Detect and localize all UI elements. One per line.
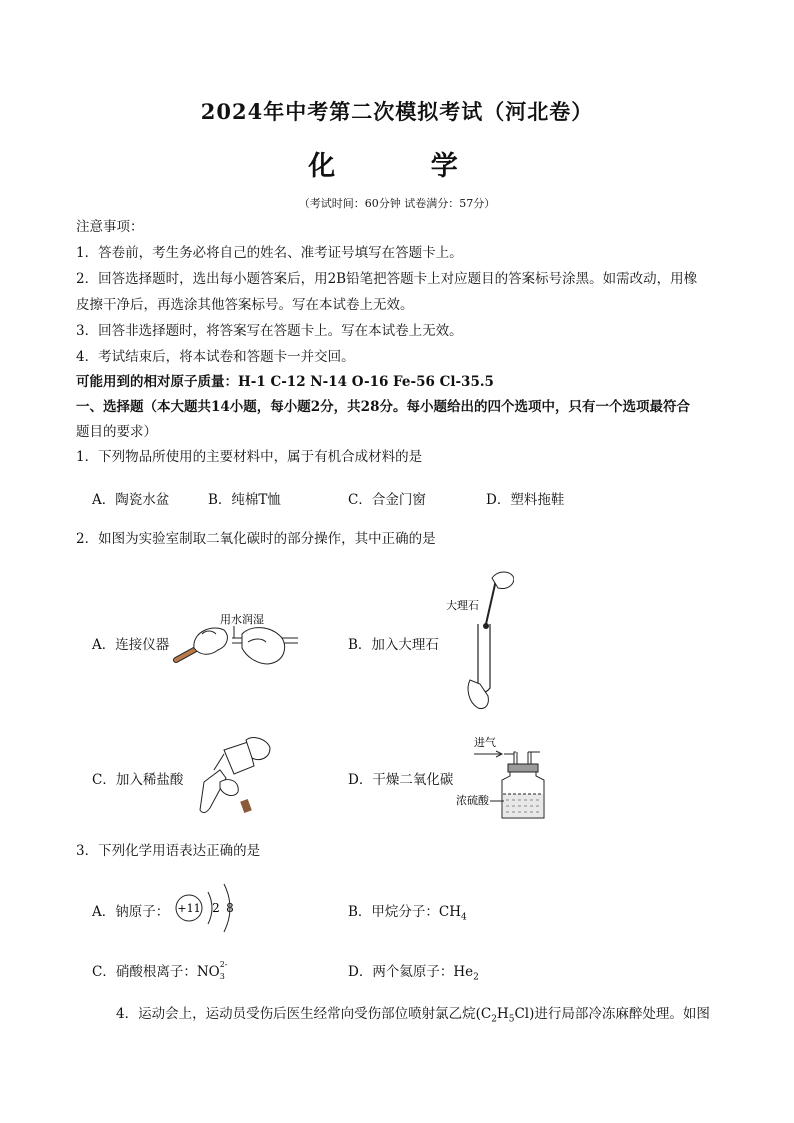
figure-add-acid xyxy=(190,736,282,822)
shell2-electrons: 8 xyxy=(226,901,234,915)
q3-option-d-sub: 2 xyxy=(473,972,479,983)
note-item: 1．答卷前，考生务必将自己的姓名、准考证号填写在答题卡上。 xyxy=(76,245,463,261)
q1-option-a: A．陶瓷水盆 xyxy=(92,492,170,508)
figure-add-marble xyxy=(444,568,514,716)
q2-option-a: A．连接仪器 xyxy=(92,637,170,653)
q4-stem-start: 4．运动会上，运动员受伤后医生经常向受伤部位喷射氯乙烷(C xyxy=(116,1006,492,1022)
notes-heading: 注意事项： xyxy=(76,219,144,235)
subject-text: 化 学 xyxy=(308,151,486,182)
q4-sub2: 5 xyxy=(508,1014,515,1025)
q4-stem xyxy=(116,1001,710,1033)
shell1-electrons: 2 xyxy=(212,901,220,915)
nucleus-charge: +11 xyxy=(177,902,201,915)
atomic-mass-line: 可能用到的相对原子质量：H-1 C-12 N-14 O-16 Fe-56 Cl-35.5 xyxy=(76,374,494,390)
figure-d-acid-label: 浓硫酸 xyxy=(456,794,489,807)
exam-title: 2024年中考第二次模拟考试（河北卷） xyxy=(200,99,594,124)
q4-sub1: 2 xyxy=(491,1014,497,1025)
q3-option-b xyxy=(348,900,467,923)
q3-option-d xyxy=(348,960,479,983)
exam-meta: （考试时间：60分钟 试卷满分：57分） xyxy=(298,197,496,210)
sodium-atom-diagram xyxy=(170,880,240,938)
q2-option-b: B．加入大理石 xyxy=(348,637,439,653)
note-item: 3．回答非选择题时，将答案写在答题卡上。写在本试卷上无效。 xyxy=(76,323,463,339)
q2-stem: 2．如图为实验室制取二氧化碳时的部分操作，其中正确的是 xyxy=(76,531,436,547)
figure-dry-co2 xyxy=(456,732,556,822)
q3-stem: 3．下列化学用语表达正确的是 xyxy=(76,843,261,859)
figure-b-label: 大理石 xyxy=(446,599,479,612)
figure-connect-apparatus xyxy=(172,608,302,668)
q3-option-b-text: B．甲烷分子：CH xyxy=(348,904,462,920)
note-item: 2．回答选择题时，选出每小题答案后，用2B铅笔把答题卡上对应题目的答案标号涂黑。如需改动，用橡 xyxy=(76,271,698,287)
figure-d-gas-label: 进气 xyxy=(474,736,496,749)
q3-option-b-sub: 4 xyxy=(461,912,467,923)
q3-option-c xyxy=(92,960,232,980)
q3-option-a: A．钠原子： xyxy=(92,904,170,920)
section-heading-cont: 题目的要求） xyxy=(76,424,157,440)
section-heading: 一、选择题（本大题共14小题，每小题2分，共28分。每小题给出的四个选项中，只有一个选项最符合 xyxy=(76,399,690,415)
q4-mid: H xyxy=(496,1006,509,1022)
q3-option-c-text: C．硝酸根离子：NO xyxy=(92,964,220,980)
q2-option-d: D．干燥二氧化碳 xyxy=(348,772,454,788)
note-item: 皮擦干净后，再选涂其他答案标号。写在本试卷上无效。 xyxy=(76,297,414,313)
q4-end: Cl)进行局部冷冻麻醉处理。如图 xyxy=(514,1006,710,1022)
note-item: 4．考试结束后，将本试卷和答题卡一并交回。 xyxy=(76,349,355,365)
q3-option-d-text: D．两个氦原子：He xyxy=(348,964,474,980)
q1-option-d: D．塑料拖鞋 xyxy=(486,492,565,508)
q3-option-c-sup: 2- xyxy=(219,959,228,969)
q3-option-c-sub: 3 xyxy=(219,971,225,981)
figure-a-label: 用水润湿 xyxy=(220,613,264,626)
exam-subject xyxy=(0,144,794,183)
q1-option-c: C．合金门窗 xyxy=(348,492,426,508)
q1-stem: 1．下列物品所使用的主要材料中，属于有机合成材料的是 xyxy=(76,449,423,465)
q1-option-b: B．纯棉T恤 xyxy=(208,492,281,508)
q2-option-c: C．加入稀盐酸 xyxy=(92,772,184,788)
